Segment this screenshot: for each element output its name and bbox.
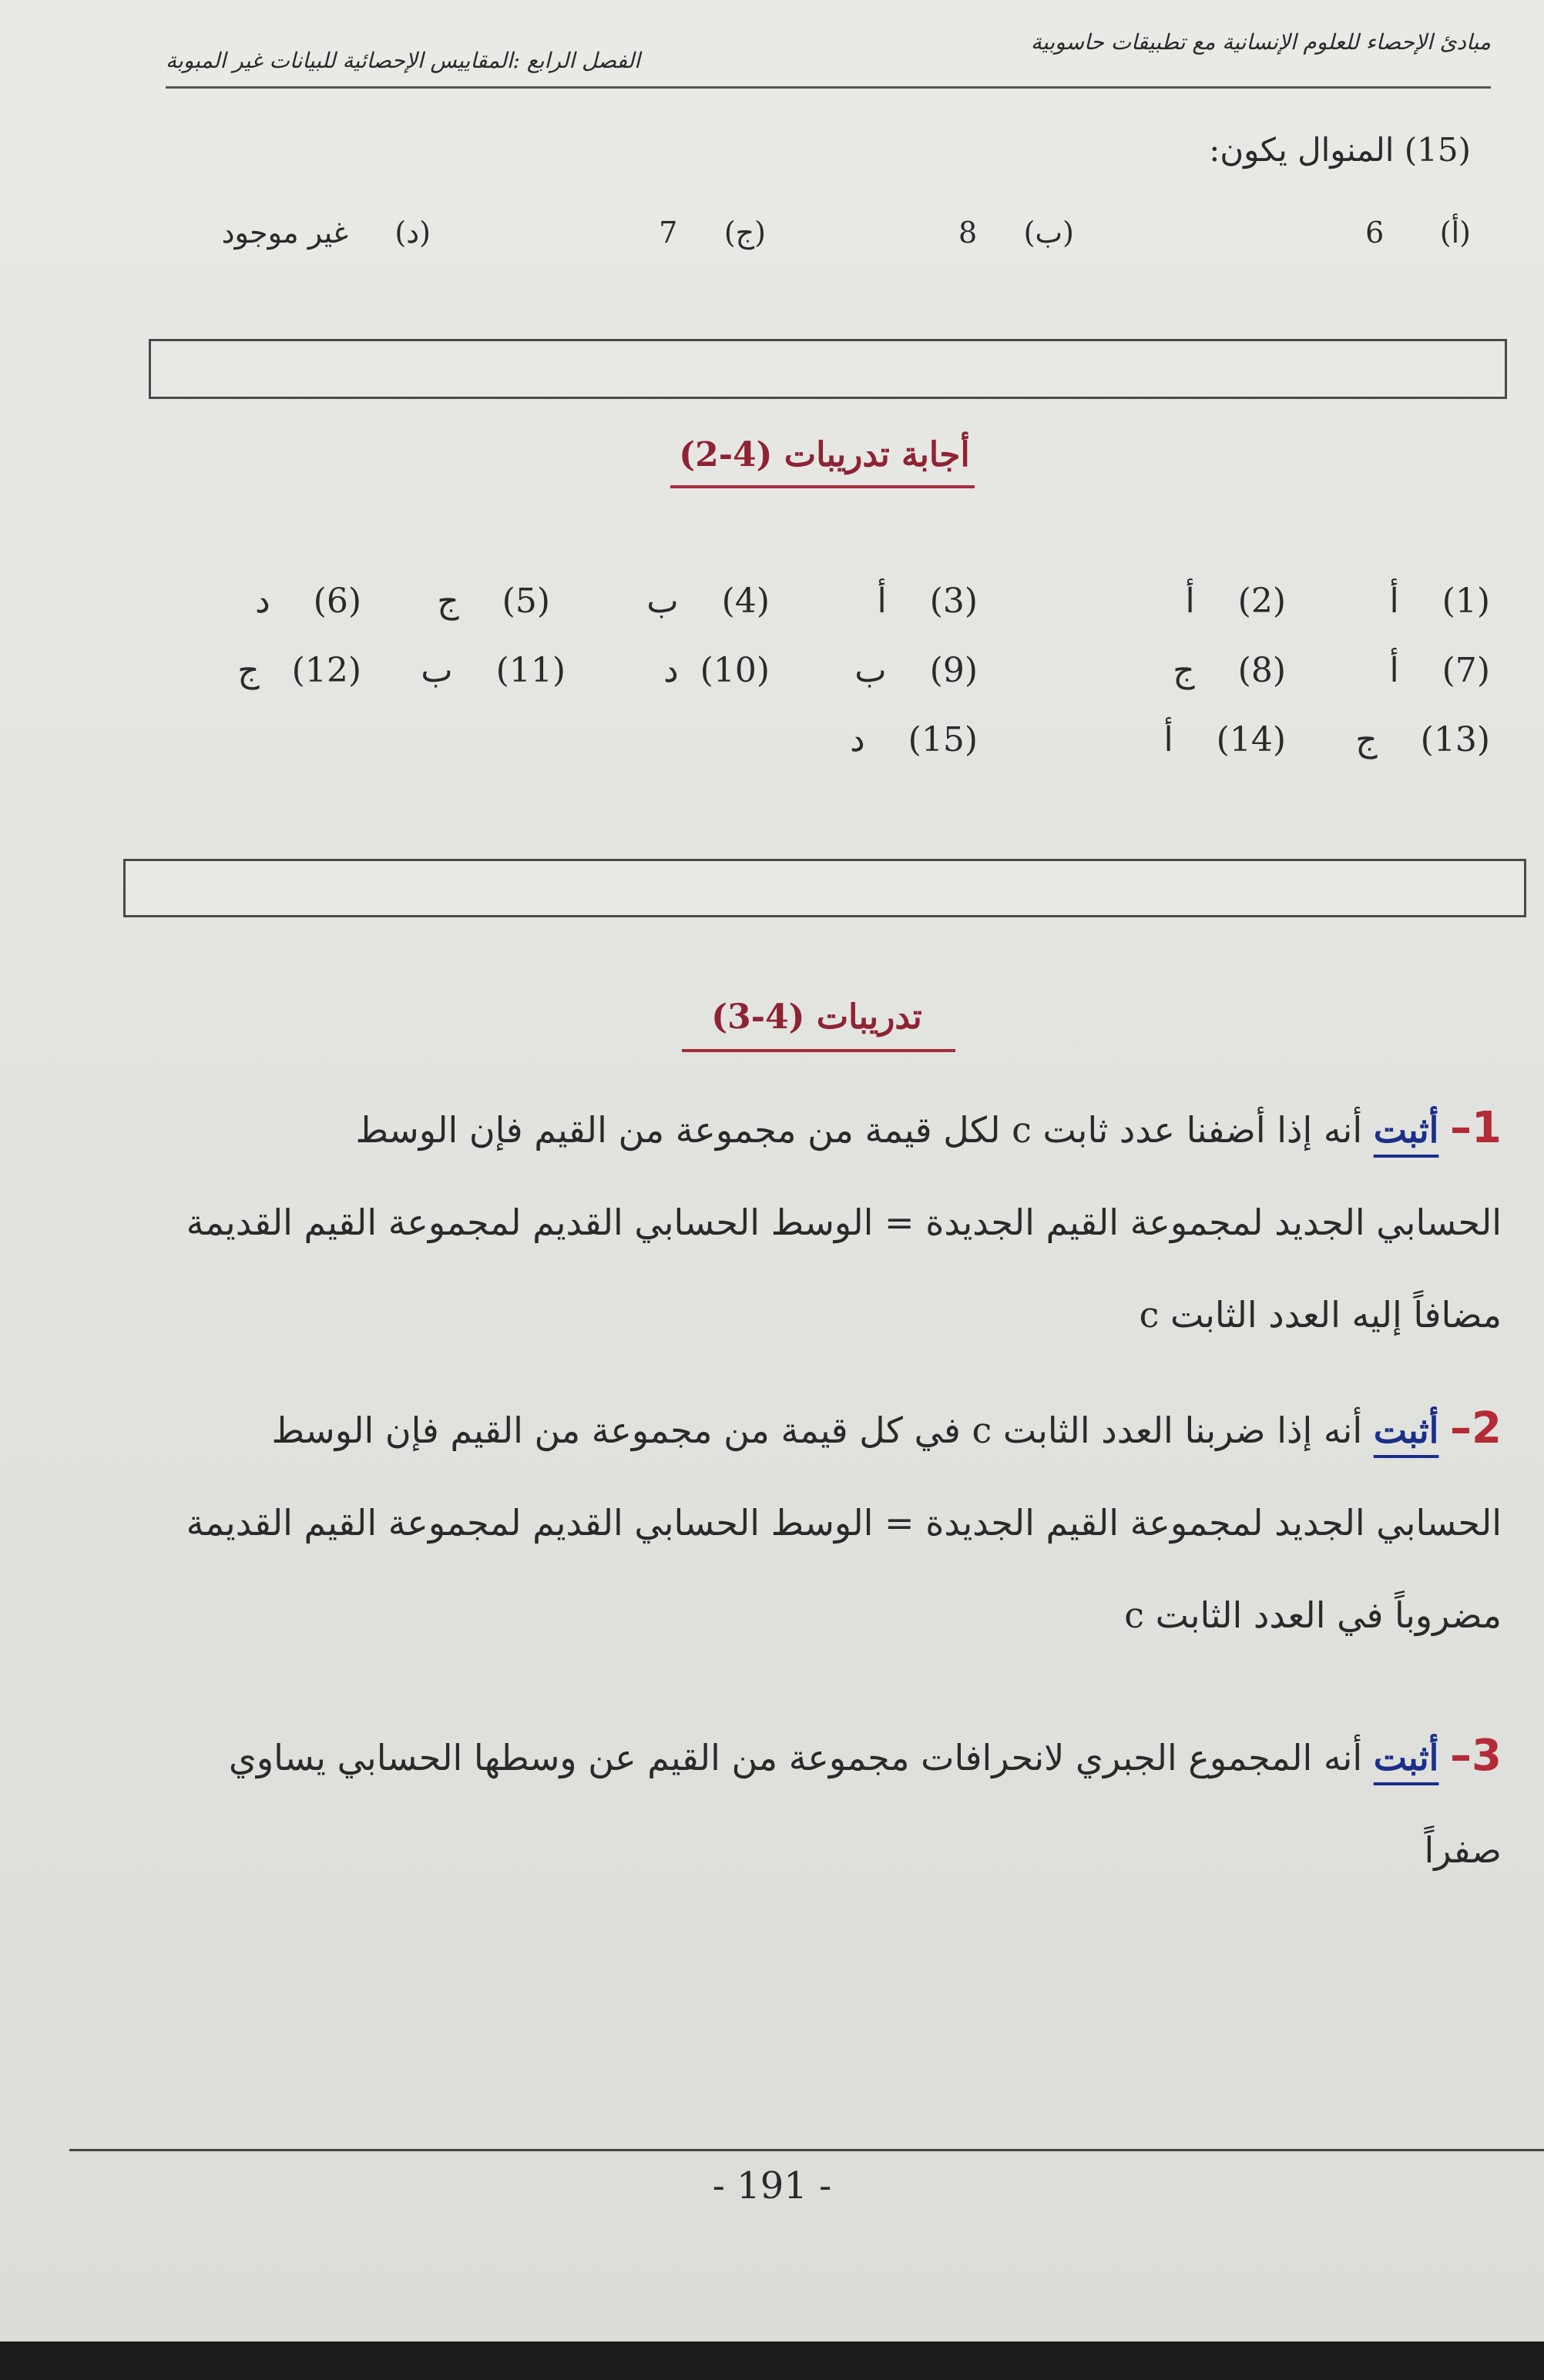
answer-letter: ج: [237, 651, 260, 690]
answer-12: [237, 651, 361, 690]
answer-letter: د: [850, 720, 865, 759]
answer-2: [1185, 582, 1286, 621]
answer-num: (1): [1442, 582, 1490, 621]
option-c: [659, 216, 766, 250]
option-label: (ب): [1023, 216, 1074, 250]
answer-letter: ج: [1173, 651, 1195, 690]
option-a: [1365, 216, 1471, 250]
exercise-2-line-2: الحسابي الجديد لمجموعة القيم الجديدة = الوسط الحسابي القديم لمجموعة القيم القديمة: [186, 1502, 1502, 1544]
exercise-2-line-3: مضروباً في العدد الثابت c: [1124, 1594, 1502, 1636]
exercise-3-line-1: [15, 1710, 1502, 1804]
answer-3: [877, 582, 978, 621]
exercises-title: تدريبات (4-3): [711, 997, 922, 1037]
answer-13: [1355, 720, 1490, 759]
answers-title: أجابة تدريبات (4-2): [679, 435, 970, 474]
exercise-3-line-2: صفراً: [1424, 1829, 1502, 1871]
separator-box: [123, 859, 1526, 917]
header-rule: [166, 86, 1491, 89]
answer-letter: أ: [1389, 651, 1399, 690]
option-b: [958, 216, 1074, 250]
answer-14: [1163, 720, 1286, 759]
answer-letter: أ: [877, 582, 887, 621]
answer-num: (10): [700, 651, 770, 690]
option-value: غير موجود: [221, 216, 349, 250]
answer-4: [646, 582, 770, 621]
answer-letter: د: [255, 582, 270, 621]
exercise-number: 1–: [1450, 1103, 1502, 1153]
exercise-verb: أثبت: [1373, 1109, 1439, 1151]
exercise-text: أنه إذا ضربنا العدد الثابت c في كل قيمة من مجموعة من القيم فإن الوسط: [271, 1410, 1363, 1451]
exercise-verb: أثبت: [1373, 1737, 1439, 1778]
exercise-2-line-1: [22, 1383, 1502, 1477]
option-label: (ج): [723, 216, 766, 250]
answer-5: [437, 582, 550, 621]
answer-num: (9): [929, 651, 978, 690]
exercise-text: أنه المجموع الجبري لانحرافات مجموعة من القيم عن وسطها الحسابي يساوي: [228, 1737, 1363, 1778]
option-value: 8: [958, 216, 978, 250]
answer-num: (12): [291, 651, 361, 690]
answers-title-underline: [670, 485, 975, 488]
answer-num: (13): [1420, 720, 1490, 759]
answer-letter: ج: [1355, 720, 1378, 759]
answer-6: [255, 582, 361, 621]
book-title: مبادئ الإحصاء للعلوم الإنسانية مع تطبيقات حاسوبية: [1030, 29, 1491, 55]
option-label: (د): [394, 216, 431, 250]
exercises-title-underline: [682, 1049, 955, 1052]
answer-num: (7): [1442, 651, 1490, 690]
answer-letter: ج: [437, 582, 459, 621]
answer-15: [850, 720, 978, 759]
exercise-1: [38, 1082, 1502, 1361]
running-header: [166, 29, 1491, 83]
exercise-number: 2–: [1450, 1403, 1502, 1453]
answer-letter: ب: [646, 582, 679, 621]
page-edge-shadow: [0, 2341, 1544, 2380]
exercise-2: [22, 1383, 1502, 1661]
answer-1: [1389, 582, 1490, 621]
answer-num: (2): [1237, 582, 1286, 621]
answer-11: [421, 651, 566, 690]
option-value: 7: [659, 216, 678, 250]
answer-num: (8): [1237, 651, 1286, 690]
answer-letter: ب: [854, 651, 887, 690]
chapter-title: الفصل الرابع :المقاييس الإحصائية للبيانات غير المبوبة: [166, 48, 640, 73]
option-label: (أ): [1439, 216, 1471, 250]
answer-num: (15): [908, 720, 978, 759]
exercise-number: 3–: [1450, 1731, 1502, 1781]
exercise-3: [15, 1710, 1502, 1896]
answer-letter: أ: [1163, 720, 1173, 759]
answer-letter: أ: [1389, 582, 1399, 621]
footer-rule: [69, 2149, 1544, 2151]
exercise-1-line-3: مضافاً إليه العدد الثابت c: [1139, 1294, 1502, 1336]
exercise-1-line-2: الحسابي الجديد لمجموعة القيم الجديدة = الوسط الحسابي القديم لمجموعة القيم القديمة: [186, 1202, 1502, 1243]
answer-8: [1173, 651, 1286, 690]
answer-10: [663, 651, 770, 690]
answer-num: (11): [495, 651, 566, 690]
answer-letter: أ: [1185, 582, 1195, 621]
separator-box: [149, 339, 1507, 399]
exercise-text: أنه إذا أضفنا عدد ثابت c لكل قيمة من مجموعة من القيم فإن الوسط: [355, 1109, 1363, 1151]
page-number: - 191 -: [712, 2164, 832, 2207]
exercise-1-line-1: [38, 1082, 1502, 1176]
answer-7: [1389, 651, 1490, 690]
answer-letter: د: [663, 651, 679, 690]
answer-letter: ب: [421, 651, 453, 690]
answer-9: [854, 651, 978, 690]
answer-num: (3): [929, 582, 978, 621]
answer-num: (14): [1216, 720, 1286, 759]
question-15-stem: (15) المنوال يكون:: [1209, 131, 1471, 169]
answer-num: (6): [313, 582, 361, 621]
answer-num: (4): [721, 582, 770, 621]
exercise-verb: أثبت: [1373, 1410, 1439, 1451]
option-value: 6: [1365, 216, 1385, 250]
answer-num: (5): [502, 582, 550, 621]
option-d: [222, 216, 431, 250]
